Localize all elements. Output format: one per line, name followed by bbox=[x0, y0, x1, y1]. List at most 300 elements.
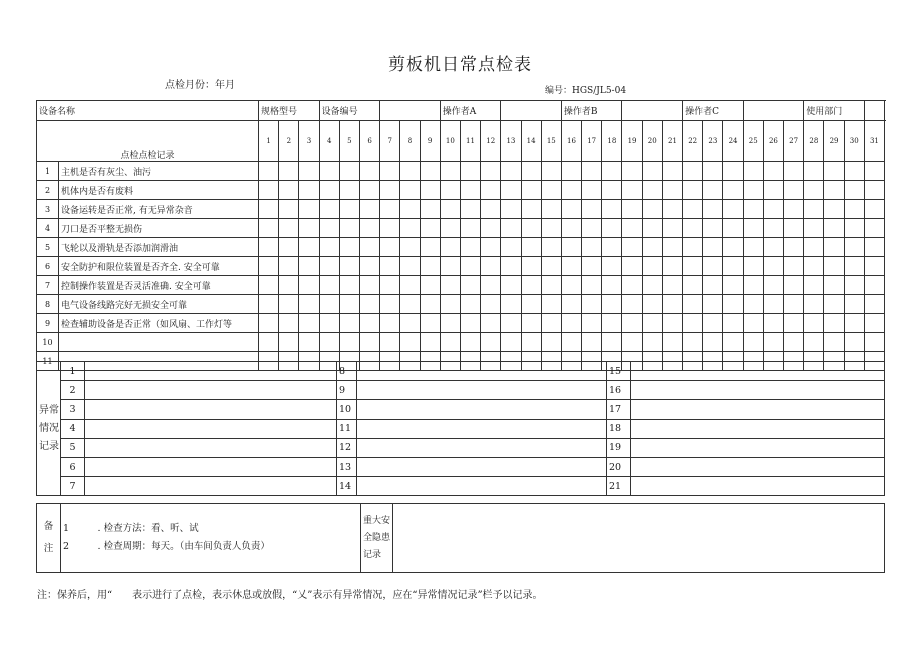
check-cell[interactable] bbox=[460, 238, 480, 257]
abnormal-entry-cell[interactable] bbox=[357, 477, 607, 496]
check-cell[interactable] bbox=[824, 276, 844, 295]
check-cell[interactable] bbox=[279, 257, 299, 276]
check-cell[interactable] bbox=[279, 333, 299, 352]
abnormal-entry-cell[interactable] bbox=[85, 477, 337, 496]
check-cell[interactable] bbox=[864, 314, 884, 333]
check-cell[interactable] bbox=[743, 181, 763, 200]
abnormal-entry-cell[interactable] bbox=[85, 457, 337, 476]
check-cell[interactable] bbox=[662, 162, 682, 181]
check-cell[interactable] bbox=[460, 314, 480, 333]
check-cell[interactable] bbox=[460, 295, 480, 314]
check-cell[interactable] bbox=[299, 333, 319, 352]
check-cell[interactable] bbox=[864, 238, 884, 257]
check-cell[interactable] bbox=[460, 276, 480, 295]
check-cell[interactable] bbox=[259, 314, 279, 333]
check-cell[interactable] bbox=[380, 162, 400, 181]
check-cell[interactable] bbox=[784, 333, 804, 352]
abnormal-entry-cell[interactable] bbox=[85, 438, 337, 457]
check-cell[interactable] bbox=[279, 276, 299, 295]
check-cell[interactable] bbox=[763, 200, 783, 219]
check-cell[interactable] bbox=[420, 333, 440, 352]
check-cell[interactable] bbox=[501, 257, 521, 276]
check-cell[interactable] bbox=[703, 276, 723, 295]
check-cell[interactable] bbox=[582, 257, 602, 276]
check-cell[interactable] bbox=[521, 162, 541, 181]
check-cell[interactable] bbox=[662, 200, 682, 219]
check-cell[interactable] bbox=[683, 314, 703, 333]
check-cell[interactable] bbox=[481, 314, 501, 333]
check-cell[interactable] bbox=[642, 295, 662, 314]
check-cell[interactable] bbox=[622, 295, 642, 314]
check-cell[interactable] bbox=[460, 333, 480, 352]
abnormal-entry-cell[interactable] bbox=[357, 362, 607, 381]
check-cell[interactable] bbox=[582, 238, 602, 257]
check-cell[interactable] bbox=[279, 295, 299, 314]
check-cell[interactable] bbox=[319, 276, 339, 295]
check-cell[interactable] bbox=[339, 314, 359, 333]
check-cell[interactable] bbox=[642, 276, 662, 295]
check-cell[interactable] bbox=[804, 238, 824, 257]
check-cell[interactable] bbox=[743, 295, 763, 314]
check-cell[interactable] bbox=[763, 314, 783, 333]
check-cell[interactable] bbox=[521, 314, 541, 333]
check-cell[interactable] bbox=[662, 276, 682, 295]
check-cell[interactable] bbox=[561, 181, 581, 200]
check-cell[interactable] bbox=[541, 314, 561, 333]
abnormal-entry-cell[interactable] bbox=[631, 381, 885, 400]
check-cell[interactable] bbox=[582, 200, 602, 219]
check-cell[interactable] bbox=[501, 200, 521, 219]
check-cell[interactable] bbox=[380, 238, 400, 257]
check-cell[interactable] bbox=[743, 200, 763, 219]
check-cell[interactable] bbox=[319, 257, 339, 276]
check-cell[interactable] bbox=[804, 333, 824, 352]
check-cell[interactable] bbox=[299, 314, 319, 333]
check-cell[interactable] bbox=[561, 162, 581, 181]
check-cell[interactable] bbox=[804, 162, 824, 181]
check-cell[interactable] bbox=[259, 295, 279, 314]
abnormal-entry-cell[interactable] bbox=[631, 419, 885, 438]
check-cell[interactable] bbox=[763, 181, 783, 200]
check-cell[interactable] bbox=[582, 276, 602, 295]
check-cell[interactable] bbox=[440, 200, 460, 219]
check-cell[interactable] bbox=[642, 333, 662, 352]
abnormal-entry-cell[interactable] bbox=[631, 362, 885, 381]
check-cell[interactable] bbox=[359, 333, 379, 352]
check-cell[interactable] bbox=[400, 200, 420, 219]
check-cell[interactable] bbox=[319, 314, 339, 333]
check-cell[interactable] bbox=[602, 276, 622, 295]
check-cell[interactable] bbox=[804, 257, 824, 276]
check-cell[interactable] bbox=[299, 162, 319, 181]
check-cell[interactable] bbox=[279, 238, 299, 257]
check-cell[interactable] bbox=[440, 333, 460, 352]
abnormal-entry-cell[interactable] bbox=[85, 381, 337, 400]
check-cell[interactable] bbox=[400, 162, 420, 181]
check-cell[interactable] bbox=[662, 238, 682, 257]
abnormal-entry-cell[interactable] bbox=[631, 457, 885, 476]
check-cell[interactable] bbox=[380, 219, 400, 238]
check-cell[interactable] bbox=[420, 238, 440, 257]
check-cell[interactable] bbox=[723, 200, 743, 219]
check-cell[interactable] bbox=[602, 333, 622, 352]
check-cell[interactable] bbox=[683, 219, 703, 238]
check-cell[interactable] bbox=[683, 181, 703, 200]
check-cell[interactable] bbox=[703, 238, 723, 257]
check-cell[interactable] bbox=[420, 200, 440, 219]
check-cell[interactable] bbox=[380, 257, 400, 276]
check-cell[interactable] bbox=[541, 276, 561, 295]
check-cell[interactable] bbox=[299, 238, 319, 257]
check-cell[interactable] bbox=[844, 181, 864, 200]
check-cell[interactable] bbox=[844, 333, 864, 352]
check-cell[interactable] bbox=[763, 219, 783, 238]
abnormal-entry-cell[interactable] bbox=[631, 477, 885, 496]
check-cell[interactable] bbox=[460, 219, 480, 238]
check-cell[interactable] bbox=[743, 276, 763, 295]
check-cell[interactable] bbox=[844, 162, 864, 181]
check-cell[interactable] bbox=[501, 295, 521, 314]
check-cell[interactable] bbox=[662, 219, 682, 238]
check-cell[interactable] bbox=[703, 295, 723, 314]
check-cell[interactable] bbox=[582, 314, 602, 333]
check-cell[interactable] bbox=[420, 181, 440, 200]
check-cell[interactable] bbox=[440, 257, 460, 276]
check-cell[interactable] bbox=[723, 257, 743, 276]
check-cell[interactable] bbox=[501, 333, 521, 352]
check-cell[interactable] bbox=[824, 200, 844, 219]
check-cell[interactable] bbox=[299, 219, 319, 238]
check-cell[interactable] bbox=[541, 162, 561, 181]
check-cell[interactable] bbox=[642, 219, 662, 238]
check-cell[interactable] bbox=[339, 162, 359, 181]
check-cell[interactable] bbox=[864, 276, 884, 295]
check-cell[interactable] bbox=[521, 295, 541, 314]
check-cell[interactable] bbox=[400, 314, 420, 333]
check-cell[interactable] bbox=[319, 219, 339, 238]
check-cell[interactable] bbox=[481, 181, 501, 200]
check-cell[interactable] bbox=[319, 181, 339, 200]
check-cell[interactable] bbox=[501, 181, 521, 200]
check-cell[interactable] bbox=[359, 162, 379, 181]
check-cell[interactable] bbox=[622, 181, 642, 200]
check-cell[interactable] bbox=[380, 200, 400, 219]
check-cell[interactable] bbox=[723, 181, 743, 200]
department-field[interactable] bbox=[864, 101, 884, 121]
check-cell[interactable] bbox=[703, 219, 723, 238]
check-cell[interactable] bbox=[723, 295, 743, 314]
check-cell[interactable] bbox=[400, 333, 420, 352]
check-cell[interactable] bbox=[844, 295, 864, 314]
check-cell[interactable] bbox=[683, 333, 703, 352]
check-cell[interactable] bbox=[642, 162, 662, 181]
equipment-no-field[interactable] bbox=[380, 101, 441, 121]
check-cell[interactable] bbox=[763, 257, 783, 276]
check-cell[interactable] bbox=[784, 162, 804, 181]
check-cell[interactable] bbox=[844, 200, 864, 219]
check-cell[interactable] bbox=[521, 238, 541, 257]
check-cell[interactable] bbox=[763, 295, 783, 314]
check-cell[interactable] bbox=[339, 238, 359, 257]
check-cell[interactable] bbox=[440, 314, 460, 333]
check-cell[interactable] bbox=[561, 333, 581, 352]
check-cell[interactable] bbox=[864, 181, 884, 200]
check-cell[interactable] bbox=[359, 219, 379, 238]
check-cell[interactable] bbox=[460, 181, 480, 200]
check-cell[interactable] bbox=[521, 181, 541, 200]
check-cell[interactable] bbox=[864, 200, 884, 219]
check-cell[interactable] bbox=[844, 257, 864, 276]
check-cell[interactable] bbox=[259, 276, 279, 295]
check-cell[interactable] bbox=[541, 333, 561, 352]
check-cell[interactable] bbox=[359, 200, 379, 219]
check-cell[interactable] bbox=[804, 181, 824, 200]
check-cell[interactable] bbox=[784, 238, 804, 257]
check-cell[interactable] bbox=[521, 200, 541, 219]
check-cell[interactable] bbox=[359, 238, 379, 257]
check-cell[interactable] bbox=[723, 333, 743, 352]
check-cell[interactable] bbox=[784, 314, 804, 333]
check-cell[interactable] bbox=[844, 238, 864, 257]
check-cell[interactable] bbox=[582, 333, 602, 352]
check-cell[interactable] bbox=[541, 200, 561, 219]
check-cell[interactable] bbox=[602, 219, 622, 238]
check-cell[interactable] bbox=[481, 200, 501, 219]
check-cell[interactable] bbox=[804, 295, 824, 314]
check-cell[interactable] bbox=[380, 314, 400, 333]
check-cell[interactable] bbox=[683, 295, 703, 314]
check-cell[interactable] bbox=[339, 276, 359, 295]
check-cell[interactable] bbox=[582, 295, 602, 314]
check-cell[interactable] bbox=[259, 162, 279, 181]
check-cell[interactable] bbox=[844, 276, 864, 295]
check-cell[interactable] bbox=[521, 219, 541, 238]
check-cell[interactable] bbox=[703, 181, 723, 200]
check-cell[interactable] bbox=[582, 162, 602, 181]
check-cell[interactable] bbox=[400, 219, 420, 238]
operator-b-field[interactable] bbox=[622, 101, 683, 121]
check-cell[interactable] bbox=[743, 257, 763, 276]
check-cell[interactable] bbox=[784, 181, 804, 200]
check-cell[interactable] bbox=[319, 162, 339, 181]
check-cell[interactable] bbox=[259, 181, 279, 200]
check-cell[interactable] bbox=[339, 257, 359, 276]
check-cell[interactable] bbox=[460, 257, 480, 276]
check-cell[interactable] bbox=[440, 162, 460, 181]
check-cell[interactable] bbox=[804, 200, 824, 219]
abnormal-entry-cell[interactable] bbox=[85, 400, 337, 419]
check-cell[interactable] bbox=[561, 314, 581, 333]
check-cell[interactable] bbox=[400, 276, 420, 295]
check-cell[interactable] bbox=[259, 219, 279, 238]
check-cell[interactable] bbox=[561, 238, 581, 257]
check-cell[interactable] bbox=[521, 333, 541, 352]
check-cell[interactable] bbox=[602, 162, 622, 181]
check-cell[interactable] bbox=[642, 200, 662, 219]
check-cell[interactable] bbox=[460, 200, 480, 219]
check-cell[interactable] bbox=[703, 162, 723, 181]
check-cell[interactable] bbox=[481, 333, 501, 352]
check-cell[interactable] bbox=[723, 219, 743, 238]
check-cell[interactable] bbox=[703, 257, 723, 276]
check-cell[interactable] bbox=[319, 200, 339, 219]
check-cell[interactable] bbox=[824, 314, 844, 333]
check-cell[interactable] bbox=[662, 257, 682, 276]
check-cell[interactable] bbox=[460, 162, 480, 181]
check-cell[interactable] bbox=[380, 276, 400, 295]
check-cell[interactable] bbox=[380, 295, 400, 314]
check-cell[interactable] bbox=[844, 314, 864, 333]
check-cell[interactable] bbox=[420, 257, 440, 276]
check-cell[interactable] bbox=[622, 200, 642, 219]
check-cell[interactable] bbox=[259, 238, 279, 257]
check-cell[interactable] bbox=[824, 219, 844, 238]
check-cell[interactable] bbox=[784, 257, 804, 276]
check-cell[interactable] bbox=[662, 295, 682, 314]
check-cell[interactable] bbox=[420, 314, 440, 333]
check-cell[interactable] bbox=[602, 257, 622, 276]
check-cell[interactable] bbox=[339, 181, 359, 200]
check-cell[interactable] bbox=[359, 257, 379, 276]
check-cell[interactable] bbox=[541, 295, 561, 314]
check-cell[interactable] bbox=[864, 333, 884, 352]
check-cell[interactable] bbox=[763, 162, 783, 181]
check-cell[interactable] bbox=[864, 219, 884, 238]
check-cell[interactable] bbox=[319, 333, 339, 352]
check-cell[interactable] bbox=[400, 238, 420, 257]
check-cell[interactable] bbox=[279, 314, 299, 333]
check-cell[interactable] bbox=[420, 295, 440, 314]
check-cell[interactable] bbox=[400, 257, 420, 276]
abnormal-entry-cell[interactable] bbox=[85, 419, 337, 438]
check-cell[interactable] bbox=[400, 181, 420, 200]
check-cell[interactable] bbox=[299, 257, 319, 276]
check-cell[interactable] bbox=[481, 238, 501, 257]
check-cell[interactable] bbox=[683, 276, 703, 295]
major-hazard-record-cell[interactable] bbox=[393, 504, 885, 573]
check-cell[interactable] bbox=[743, 333, 763, 352]
check-cell[interactable] bbox=[359, 314, 379, 333]
check-cell[interactable] bbox=[662, 181, 682, 200]
check-cell[interactable] bbox=[339, 295, 359, 314]
check-cell[interactable] bbox=[602, 181, 622, 200]
check-cell[interactable] bbox=[784, 295, 804, 314]
operator-c-field[interactable] bbox=[743, 101, 804, 121]
check-cell[interactable] bbox=[864, 257, 884, 276]
check-cell[interactable] bbox=[481, 295, 501, 314]
check-cell[interactable] bbox=[642, 257, 662, 276]
check-cell[interactable] bbox=[582, 219, 602, 238]
abnormal-entry-cell[interactable] bbox=[357, 457, 607, 476]
check-cell[interactable] bbox=[824, 162, 844, 181]
check-cell[interactable] bbox=[521, 276, 541, 295]
check-cell[interactable] bbox=[481, 162, 501, 181]
check-cell[interactable] bbox=[380, 333, 400, 352]
check-cell[interactable] bbox=[319, 295, 339, 314]
check-cell[interactable] bbox=[784, 200, 804, 219]
check-cell[interactable] bbox=[279, 200, 299, 219]
check-cell[interactable] bbox=[259, 200, 279, 219]
check-cell[interactable] bbox=[622, 314, 642, 333]
check-cell[interactable] bbox=[662, 314, 682, 333]
check-cell[interactable] bbox=[541, 257, 561, 276]
check-cell[interactable] bbox=[541, 219, 561, 238]
check-cell[interactable] bbox=[622, 276, 642, 295]
check-cell[interactable] bbox=[561, 219, 581, 238]
check-cell[interactable] bbox=[259, 333, 279, 352]
check-cell[interactable] bbox=[440, 181, 460, 200]
check-cell[interactable] bbox=[784, 276, 804, 295]
check-cell[interactable] bbox=[279, 162, 299, 181]
check-cell[interactable] bbox=[501, 276, 521, 295]
check-cell[interactable] bbox=[561, 257, 581, 276]
check-cell[interactable] bbox=[824, 257, 844, 276]
check-cell[interactable] bbox=[723, 314, 743, 333]
check-cell[interactable] bbox=[642, 314, 662, 333]
check-cell[interactable] bbox=[743, 314, 763, 333]
check-cell[interactable] bbox=[703, 333, 723, 352]
check-cell[interactable] bbox=[602, 295, 622, 314]
check-cell[interactable] bbox=[582, 181, 602, 200]
abnormal-entry-cell[interactable] bbox=[85, 362, 337, 381]
check-cell[interactable] bbox=[622, 162, 642, 181]
abnormal-entry-cell[interactable] bbox=[357, 438, 607, 457]
check-cell[interactable] bbox=[561, 200, 581, 219]
check-cell[interactable] bbox=[299, 200, 319, 219]
check-cell[interactable] bbox=[541, 238, 561, 257]
check-cell[interactable] bbox=[420, 276, 440, 295]
check-cell[interactable] bbox=[743, 162, 763, 181]
check-cell[interactable] bbox=[359, 181, 379, 200]
check-cell[interactable] bbox=[299, 181, 319, 200]
check-cell[interactable] bbox=[864, 162, 884, 181]
check-cell[interactable] bbox=[683, 200, 703, 219]
check-cell[interactable] bbox=[703, 200, 723, 219]
check-cell[interactable] bbox=[501, 314, 521, 333]
check-cell[interactable] bbox=[824, 295, 844, 314]
check-cell[interactable] bbox=[339, 219, 359, 238]
check-cell[interactable] bbox=[763, 238, 783, 257]
check-cell[interactable] bbox=[279, 181, 299, 200]
abnormal-entry-cell[interactable] bbox=[631, 400, 885, 419]
check-cell[interactable] bbox=[299, 295, 319, 314]
check-cell[interactable] bbox=[743, 238, 763, 257]
check-cell[interactable] bbox=[440, 276, 460, 295]
check-cell[interactable] bbox=[339, 200, 359, 219]
check-cell[interactable] bbox=[804, 276, 824, 295]
check-cell[interactable] bbox=[259, 257, 279, 276]
check-cell[interactable] bbox=[299, 276, 319, 295]
check-cell[interactable] bbox=[339, 333, 359, 352]
abnormal-entry-cell[interactable] bbox=[357, 419, 607, 438]
check-cell[interactable] bbox=[784, 219, 804, 238]
check-cell[interactable] bbox=[602, 238, 622, 257]
check-cell[interactable] bbox=[642, 181, 662, 200]
check-cell[interactable] bbox=[561, 276, 581, 295]
check-cell[interactable] bbox=[642, 238, 662, 257]
check-cell[interactable] bbox=[602, 200, 622, 219]
check-cell[interactable] bbox=[481, 219, 501, 238]
check-cell[interactable] bbox=[683, 162, 703, 181]
check-cell[interactable] bbox=[763, 333, 783, 352]
operator-a-field[interactable] bbox=[501, 101, 562, 121]
check-cell[interactable] bbox=[440, 219, 460, 238]
check-cell[interactable] bbox=[420, 219, 440, 238]
check-cell[interactable] bbox=[743, 219, 763, 238]
check-cell[interactable] bbox=[804, 314, 824, 333]
check-cell[interactable] bbox=[602, 314, 622, 333]
check-cell[interactable] bbox=[622, 219, 642, 238]
